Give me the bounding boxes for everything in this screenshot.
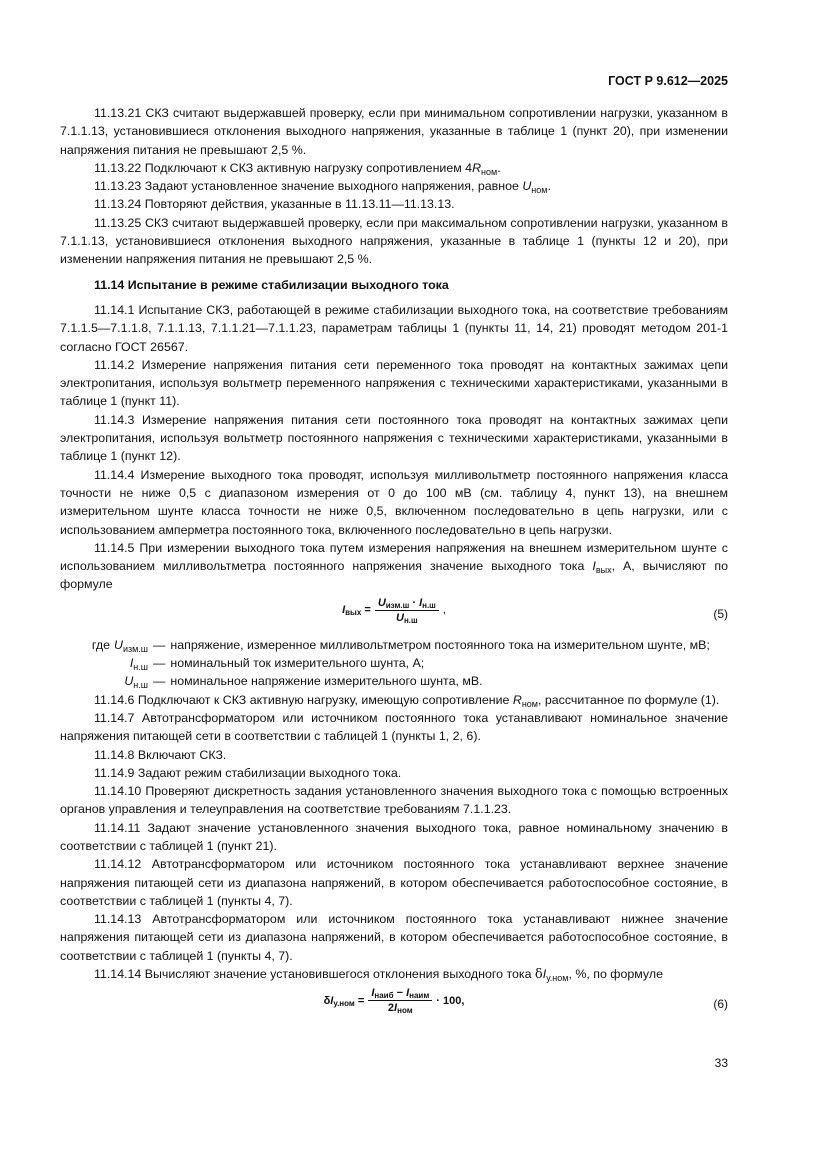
formula-5-number: (5) (713, 606, 728, 621)
paragraph-11-13-21: 11.13.21 СКЗ считают выдержавшей проверку, если при минимальном сопротивлении нагрузки, указанном в 7.1.1.13, установившиеся отклонения выходного напряжения, указанные в таблице 1 (пункт 20), при изменении напряжения питания не превышают 2,5 %. (60, 106, 728, 157)
paragraph-11-14-13: 11.14.13 Автотрансформатором или источником постоянного тока устанавливают нижнее значение напряжения питающей сети из диапазона напряжений, в котором обеспечивается работоспособное состояние, в соответствии с таблицей 1 (пункты 4, 7). (60, 912, 728, 963)
page-body (60, 104, 728, 1026)
paragraph-11-13-25: 11.13.25 СКЗ считают выдержавшей проверку, если при максимальном сопротивлении нагрузки, указанном в 7.1.1.13, установившиеся отклонения выходного напряжения, указанные в таблице 1 (пункты 12 и 20), при изменении напряжения питания не превышают 2,5 %. (60, 215, 728, 267)
formula-5-expression: $I_{вых}$ = $\frac{U_{изм.ш} \cdot I_{н.ш}}{U_{н.ш}}$ , (342, 596, 446, 625)
paragraph-11-14-2: 11.14.2 Измерение напряжения питания сети переменного тока проводят на контактных зажимах цепи электропитания, используя вольтметр переменного напряжения с техническими характеристиками, указанными в таблице 1 (пункт 11). (60, 357, 728, 409)
formula-6-number: (6) (713, 997, 728, 1012)
paragraph-11-14-1: 11.14.1 Испытание СКЗ, работающей в режиме стабилизации выходного тока, на соответствие требованиям 7.1.1.5—7.1.1.8, 7.1.1.13, 7.1.1.21—7.1.1.23, параметрам таблицы 1 (пункты 11, 14, 21) проводят методом 201-1 согласно ГОСТ 26567. (60, 302, 728, 354)
paragraph-11-13-22: 11.13.22 Подключают к СКЗ активную нагрузку сопротивлением $4R_{ном}$. (94, 160, 501, 177)
paragraph-11-14-14: 11.14.14 Вычисляют значение установившегося отклонения выходного тока $\delta I_{у.ном}$, %, по формуле (94, 967, 663, 984)
formula-5-fraction: $\frac{U_{изм.ш} \cdot I_{н.ш}}{U_{н.ш}}$ (375, 596, 439, 625)
formula-6-expression: $\delta I_{у.ном}$ = $\frac{I_{наиб} - I_{наим}}{2I_{ном}}$ · 100, (323, 987, 465, 1016)
section-heading-11-14: 11.14 Испытание в режиме стабилизации выходного тока (94, 277, 449, 292)
formula-6 (60, 986, 728, 1022)
page-number: 33 (714, 1056, 728, 1070)
paragraph-11-14-6: 11.14.6 Подключают к СКЗ активную нагрузку, имеющую сопротивление $R_{ном}$, рассчитанное по формуле (1). (94, 692, 720, 709)
paragraph-11-14-11: 11.14.11 Задают значение установленного значения выходного тока, равное номинальному значению в соответствии с таблицей 1 (пункт 21). (60, 820, 728, 853)
paragraph-11-13-24: 11.13.24 Повторяют действия, указанные в 11.13.11—11.13.13. (94, 197, 455, 212)
paragraph-11-14-9: 11.14.9 Задают режим стабилизации выходного тока. (94, 765, 402, 780)
definition-row: где $U_{изм.ш}$ — напряжение, измеренное милливольтметром постоянного тока на измерительном шунте, мВ; (91, 637, 710, 654)
paragraph-11-14-5: 11.14.5 При измерении выходного тока путем измерения напряжения на внешнем измерительном шунте с использованием милливольтметра постоянного напряжения значение выходного тока $I_{вых}$, А, вычисляют по формуле (60, 540, 728, 592)
paragraph-11-14-8: 11.14.8 Включают СКЗ. (94, 747, 227, 762)
paragraph-11-14-3: 11.14.3 Измерение напряжения питания сети постоянного тока проводят на контактных зажимах цепи электропитания, используя вольтметр постоянного напряжения с техническими характеристиками, указанными в таблице 1 (пункт 12). (60, 412, 728, 464)
paragraph-11-14-10: 11.14.10 Проверяют дискретность задания установленного значения выходного тока с помощью встроенных органов управления и телеуправления на соответствие требованиям 7.1.1.23. (60, 784, 728, 817)
formula-5-definitions (60, 636, 728, 691)
paragraph-11-14-7: 11.14.7 Автотрансформатором или источником постоянного тока устанавливают номинальное значение напряжения питающей сети в соответствии с таблицей 1 (пункты 1, 2, 6). (60, 710, 728, 744)
definition-row: $U_{н.ш}$ — номинальное напряжение измерительного шунта, мВ. (124, 674, 483, 691)
definition-row: $I_{н.ш}$ — номинальный ток измерительного шунта, А; (129, 656, 425, 673)
formula-6-fraction: $\frac{I_{наиб} - I_{наим}}{2I_{ном}}$ (368, 986, 432, 1015)
paragraph-11-14-4: 11.14.4 Измерение выходного тока проводят, используя милливольтметр постоянного напряжения класса точности не ниже 0,5 с диапазоном измерения от 0 до 100 мВ (см. таблицу 4, пункт 13), на внешнем измерительном шунте класса точности не ниже 0,5, включенном последовательно в цепь нагрузки, или с использованием амперметра постоянного тока, включенного последовательно в цепь нагрузки. (60, 467, 728, 537)
formula-5 (60, 596, 728, 632)
paragraph-11-14-12: 11.14.12 Автотрансформатором или источником постоянного тока устанавливают верхнее значение напряжения питающей сети из диапазона напряжений, в котором обеспечивается работоспособное состояние, в соответствии с таблицей 1 (пункты 4, 7). (60, 857, 728, 908)
document-header: ГОСТ Р 9.612—2025 (608, 74, 728, 88)
paragraph-11-13-23: 11.13.23 Задают установленное значение выходного напряжения, равное $U_{ном}$. (94, 179, 551, 196)
